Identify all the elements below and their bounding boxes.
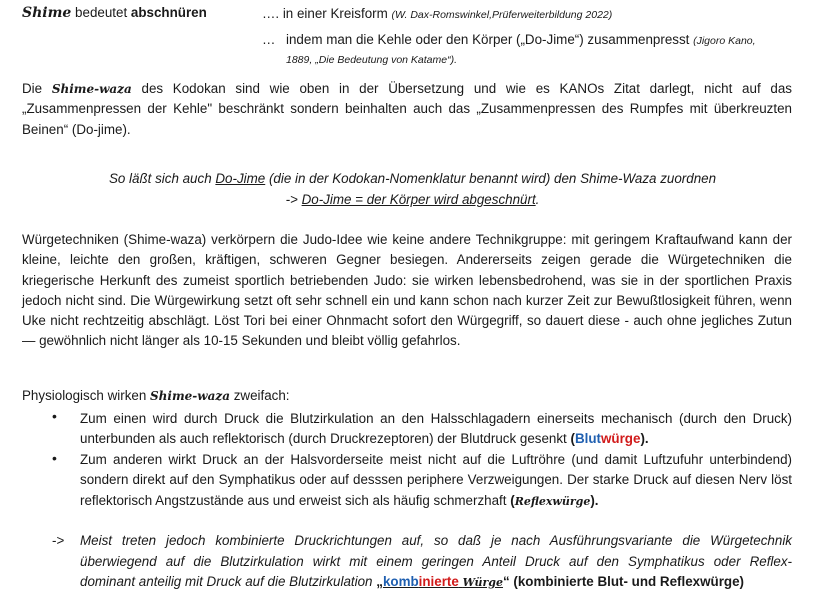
quote-close: “ (502, 574, 510, 589)
centered-l1-a: So läßt sich auch (108, 171, 216, 186)
physio-suffix: zweifach: (229, 388, 290, 403)
conclusion-l3-a: dominant anteilig mit Druck auf die Blutzirkulation (80, 574, 377, 589)
centered-line-1 (0, 168, 825, 189)
header-kreis (262, 5, 612, 24)
term-shime: Shime (22, 5, 72, 21)
centered-l2-b: . (535, 192, 540, 207)
intro-shime-waza: Shime-waza (51, 82, 132, 96)
bullet-1-open: ( (570, 431, 575, 447)
bullet-icon: • (52, 408, 57, 424)
wuerge-paragraph: Würgetechniken (Shime-waza) verkörpern die Judo-Idee wie keine andere Technikgruppe: mit geringem Kraftaufwand kann der kleine, leichte den großen, kräftigen, schweren Gegner besiegen. Andererseits zeigen gerade die Würgetechniken die kriegerische Herkunft des zumeist sportlich betriebenden Judo: sie wirken lebensbedrohend, was sie in der sportlichen Praxis jedoch nicht sind. Die Würgewirkung setzt oft sehr schnell ein und kann schon nach kurzer Zeit zur Bewußtlosigkeit führen, wenn Uke nicht rechtzeitig abschlägt. Löst Tori bei einer Ohnmacht sofort den Würgegriff, so dauert diese - auch ohne jegliches Zutun — gewöhnlich nicht länger als 10-15 Sekunden und bleibt völlig gefahrlos. (22, 232, 792, 349)
physio-heading (22, 386, 290, 406)
intro-text: des Kodokan sind wie oben in der Übersetzung und wie es KANOs Zitat darlegt, nicht auf das „Zusammenpressen der Kehle" beschränkt sondern beinhalten auch das „Zusammenpressen des Rumpfes mit überkreuzten Beinen“ (Do-jime). (22, 81, 792, 137)
kombiniert-blue: komb (382, 574, 419, 589)
centered-l2-a: -> (285, 192, 302, 207)
bullet-2-open: ( (510, 492, 515, 508)
bullet-1-close: ). (640, 431, 649, 447)
kehle-text: indem man die Kehle oder den Körper („Do-Jime“) zusammenpresst (286, 32, 694, 47)
centered-l1-b: (die in der Kodokan-Nomenklatur benannt wird) den Shime-Waza zuordnen (265, 171, 717, 186)
bullet-1-blut: Blut (574, 431, 601, 447)
header-kehle (286, 31, 796, 69)
bullet-2-reflex: Reflexwürge (514, 494, 591, 508)
intro-die: Die (22, 81, 52, 96)
kombiniert-red: inierte (418, 574, 459, 589)
conclusion-block (80, 531, 792, 594)
kehle-source-2: 1889, „Die Bedeutung von Katame“). (286, 54, 458, 66)
bedeutet-text: bedeutet (71, 5, 131, 20)
conclusion-line-2: überwiegend auf die Blutzirkulation wirkt mit einem geringen Anteil Druck auf den Symphatikus oder Reflex- (80, 553, 792, 569)
header-kehle-prefix (262, 31, 275, 49)
bullet-1-wuerge: würge (601, 431, 641, 447)
bullet-2 (80, 450, 792, 512)
bullet-1 (80, 409, 792, 450)
bullet-2-close: ). (590, 492, 599, 508)
kombiniert-wuerge: Würge (462, 576, 503, 589)
kehle-prefix: … (262, 32, 276, 47)
conclusion-arrow: -> (52, 533, 65, 548)
kreis-text: …. in einer Kreisform (262, 6, 392, 21)
centered-l2-definition: Do-Jime = der Körper wird abgeschnürt (301, 192, 536, 207)
bullet-1-text: Zum einen wird durch Druck die Blutzirkulation an den Halsschlagadern einerseits mechanisch (durch den Druck) unterbunden als auch reflektorisch (durch Druckrezeptoren) der Blutdruck gesenkt (80, 411, 792, 447)
kreis-source: (W. Dax-Romswinkel,Prüferweiterbildung 2022) (391, 9, 613, 21)
centered-block (0, 168, 825, 210)
kehle-source-1: (Jigoro Kano, (693, 35, 756, 47)
physio-prefix: Physiologisch wirken (22, 388, 151, 403)
conclusion-line-3 (80, 572, 792, 594)
abschnueren-text: abschnüren (130, 5, 207, 20)
quote-open: „ (376, 574, 383, 589)
intro-paragraph (22, 79, 792, 140)
conclusion-l3-b: (kombinierte Blut- und Reflexwürge) (509, 574, 745, 589)
physio-shime-waza: Shime-waza (150, 389, 230, 403)
centered-line-2 (0, 189, 825, 210)
bullet-icon: • (52, 450, 57, 466)
bullet-2-text: Zum anderen wirkt Druck an der Halsvorderseite meist nicht auf die Luftröhre (und damit Luftzufuhr unterbindend) sondern direkt auf den Symphatikus oder auf desssen periphere Verzweigungen. Der starke Druck auf diesen Nerv löst reflektorisch Angstzustände aus und erweist sich als häufig schmerzhaft (80, 452, 792, 508)
conclusion-line-1: Meist treten jedoch kombinierte Druckrichtungen auf, so daß je nach Ausführungsvariante die Würgetechnik (80, 533, 792, 548)
centered-l1-dojime: Do-Jime (215, 171, 266, 186)
